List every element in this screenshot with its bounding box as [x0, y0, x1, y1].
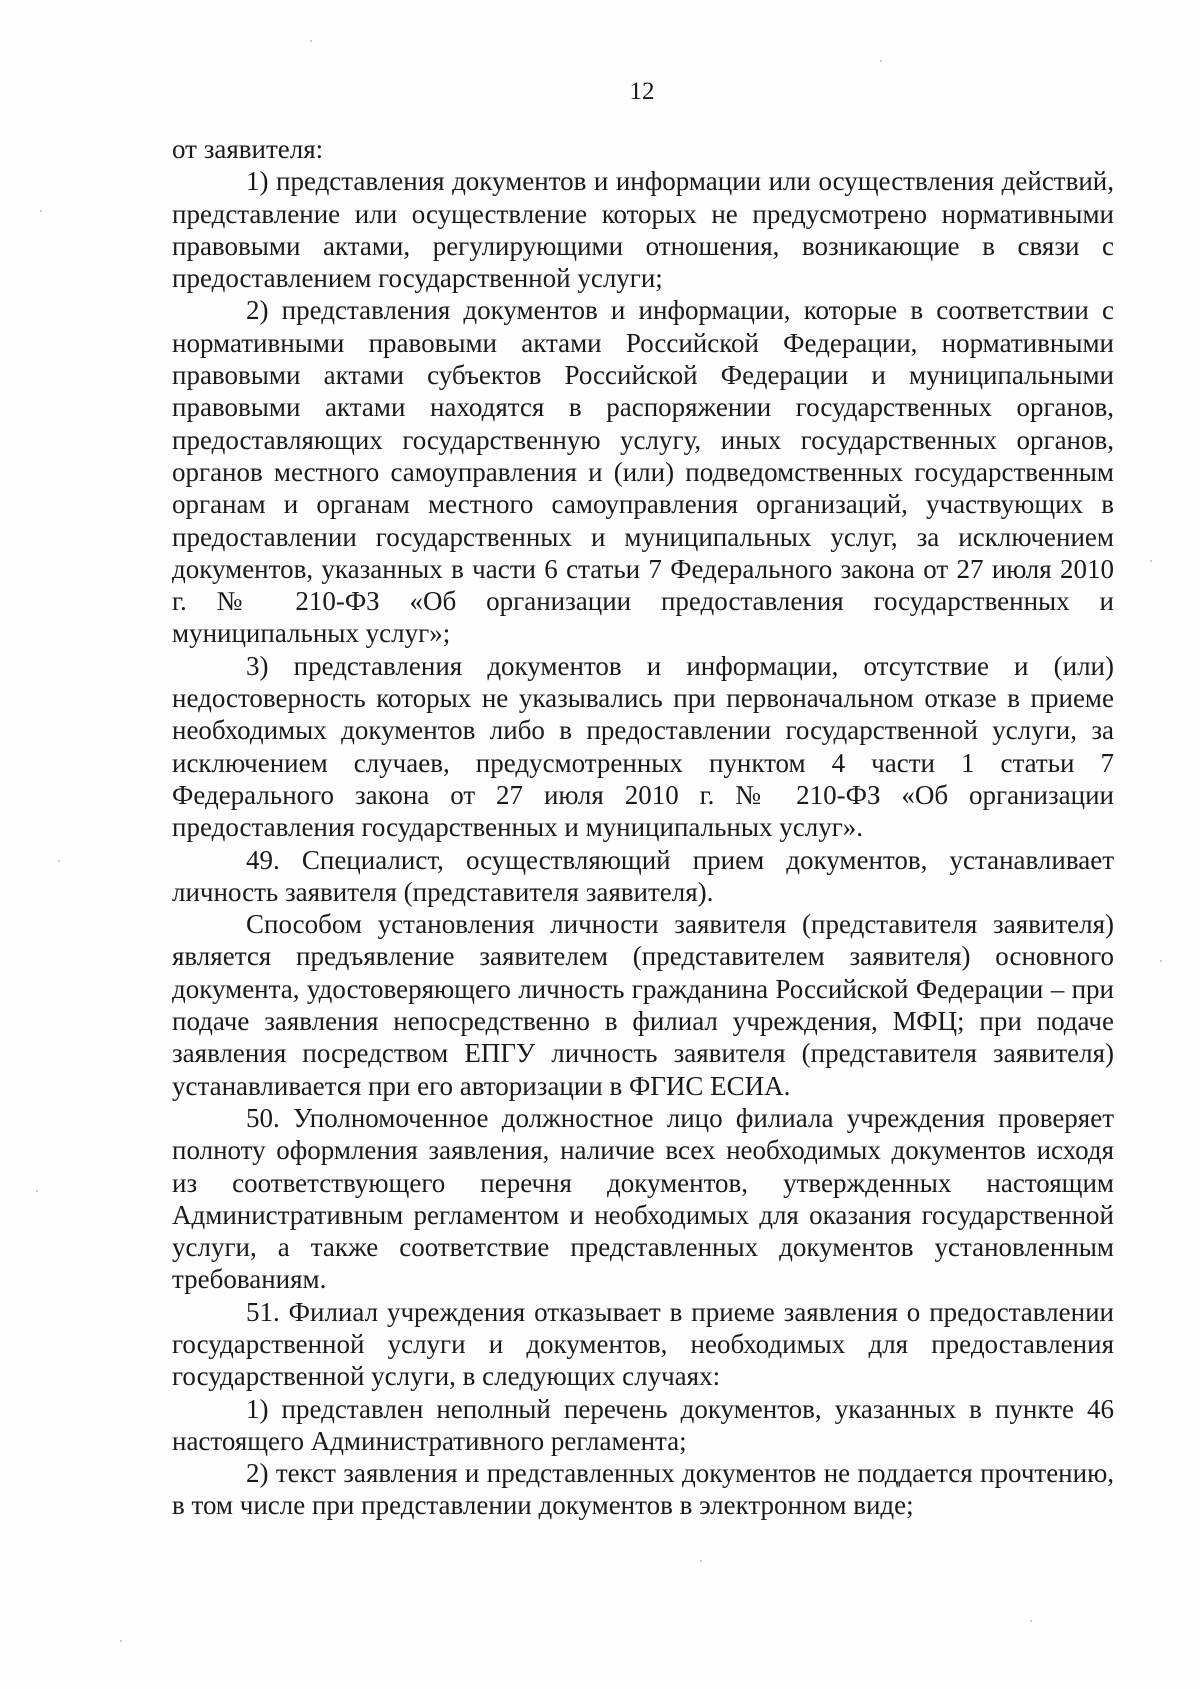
scan-speck	[1150, 560, 1152, 562]
scan-speck	[36, 1190, 38, 1192]
paragraph-item-3: 3) представления документов и информации, отсутствие и (или) недостоверность которых не указывались при первоначальном отказе в приеме необходимых документов либо в предоставлении государственной услуги, за исключением случаев, предусмотренных пунктом 4 части 1 статьи 7 Федерального закона от 27 июля 2010 г. № 210-ФЗ «Об организации предоставления государственных и муниципальных услуг».	[172, 650, 1114, 843]
paragraph-identity-method: Способом установления личности заявителя (представителя заявителя) является предъявление заявителем (представителем заявителя) основного документа, удостоверяющего личность гражданина Российской Федерации – при подаче заявления непосредственно в филиал учреждения, МФЦ; при подаче заявления посредством ЕПГУ личность заявителя (представителя заявителя) устанавливается при его авторизации в ФГИС ЕСИА.	[172, 909, 1114, 1101]
paragraph-49: 49. Специалист, осуществляющий прием документов, устанавливает личность заявителя (представителя заявителя).	[172, 844, 1114, 907]
scan-speck	[120, 1640, 122, 1642]
scan-speck	[880, 60, 882, 62]
scan-speck	[1030, 1620, 1032, 1622]
paragraph-item-1: 1) представления документов и информации или осуществления действий, представление или осуществление которых не предусмотрено нормативными правовыми актами, регулирующими отношения, возникающие в связи с предоставлением государственной услуги;	[172, 166, 1114, 294]
paragraph-51: 51. Филиал учреждения отказывает в приеме заявления о предоставлении государственной услуги и документов, необходимых для предоставления государственной услуги, в следующих случаях:	[172, 1296, 1114, 1392]
scan-speck	[40, 210, 42, 212]
document-body	[172, 133, 1114, 1522]
scan-speck	[1160, 960, 1162, 962]
scan-speck	[58, 860, 60, 862]
paragraph-50: 50. Уполномоченное должностное лицо филиала учреждения проверяет полноту оформления заявления, наличие всех необходимых документов исходя из соответствующего перечня документов, утвержденных настоящим Административным регламентом и необходимых для оказания государственной услуги, а также соответствие представленных документов установленным требованиям.	[172, 1102, 1114, 1295]
page-number: 12	[629, 78, 655, 105]
paragraph-51-item-2: 2) текст заявления и представленных документов не поддается прочтению, в том числе при представлении документов в электронном виде;	[172, 1458, 1114, 1521]
scan-speck	[310, 40, 312, 42]
paragraph-51-item-1: 1) представлен неполный перечень документов, указанных в пункте 46 настоящего Административного регламента;	[172, 1393, 1114, 1456]
paragraph-continuation: от заявителя:	[172, 134, 324, 164]
scan-speck	[700, 1560, 702, 1562]
paragraph-item-2: 2) представления документов и информации, которые в соответствии с нормативными правовыми актами Российской Федерации, нормативными правовыми актами субъектов Российской Федерации и муниципальными правовыми актами находятся в распоряжении государственных органов, предоставляющих государственную услугу, иных государственных органов, органов местного самоуправления и (или) подведомственных государственным органам и органам местного самоуправления организаций, участвующих в предоставлении государственных и муниципальных услуг, за исключением документов, указанных в части 6 статьи 7 Федерального закона от 27 июля 2010 г. № 210-ФЗ «Об организации предоставления государственных и муниципальных услуг»;	[172, 295, 1114, 649]
